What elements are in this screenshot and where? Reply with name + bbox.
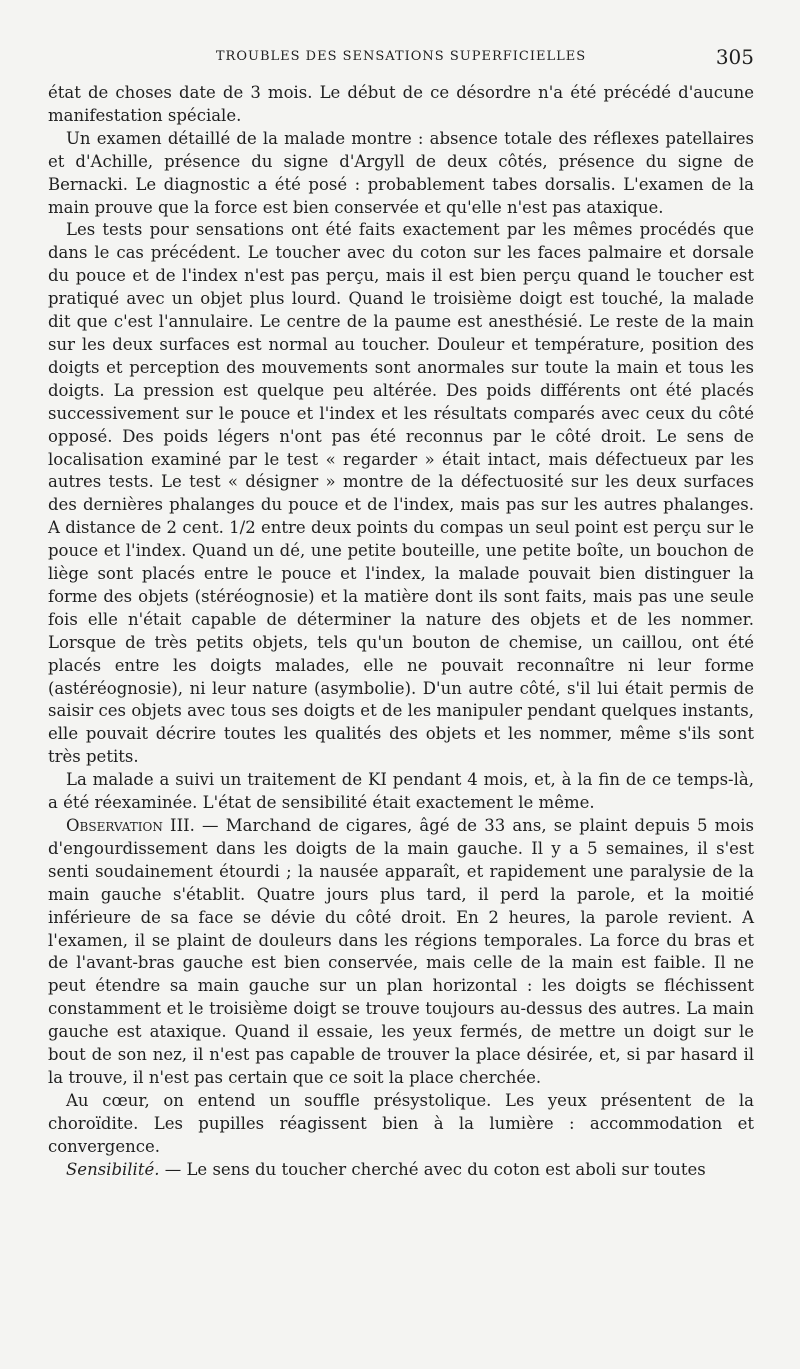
paragraph-traitement: La malade a suivi un traitement de KI pendant 4 mois, et, à la fin de ce temps-là, a été réexaminée. L'état de sensibilité était exactement le même.: [48, 770, 754, 813]
observation-text: — Marchand de cigares, âgé de 33 ans, se plaint depuis 5 mois d'engourdissement dans les doigts de la main gauche. Il y a 5 semaines, il s'est senti soudainement étourdi ; la nausée apparaît, et rapidement une paralysie de la main gauche s'établit. Quatre jours plus tard, il perd la parole, et la moitié inférieure de sa face se dévie du côté droit. En 2 heures, la parole revient. A l'examen, il se plaint de douleurs dans les régions temporales. La force du bras et de l'avant-bras gauche est bien conservée, mais celle de la main est faible. Il ne peut étendre sa main gauche sur un plan horizontal : les doigts se fléchissent constamment et le troisième doigt se trouve toujours au-dessus des autres. La main gauche est ataxique. Quand il essaie, les yeux fermés, de mettre un doigt sur le bout de son nez, il n'est pas capable de trouver la place désirée, et, si par hasard il la trouve, il n'est pas certain que ce soit la place cherchée.: [48, 816, 754, 1087]
page-number: 305: [715, 45, 754, 69]
page-header: [48, 40, 754, 74]
paragraph-examen: Un examen détaillé de la malade montre : absence totale des réflexes patellaires et d'Achille, présence du signe d'Argyll de deux côtés, présence du signe de Bernacki. Le diagnostic a été posé : probablement tabes dorsalis. L'examen de la main prouve que la force est bien conservée et qu'elle n'est pas ataxique.: [48, 128, 754, 217]
running-head: TROUBLES DES SENSATIONS SUPERFICIELLES: [215, 49, 587, 64]
paragraph-sensibilite: [48, 1159, 754, 1182]
paragraph-continuation: état de choses date de 3 mois. Le début de ce désordre n'a été précédé d'aucune manifestation spéciale.: [48, 83, 754, 125]
paragraph-observation: [48, 815, 754, 1090]
sensibilite-text: — Le sens du toucher cherché avec du coton est aboli sur toutes: [159, 1159, 706, 1179]
body-text: [48, 82, 754, 1182]
observation-label: Observation III.: [66, 816, 195, 835]
paragraph-coeur: Au cœur, on entend un souffle présystolique. Les yeux présentent de la choroïdite. Les pupilles réagissent bien à la lumière : accommodation et convergence.: [48, 1090, 754, 1156]
sensibilite-label: Sensibilité.: [66, 1159, 160, 1179]
paragraph-tests: Les tests pour sensations ont été faits exactement par les mêmes procédés que dans le cas précédent. Le toucher avec du coton sur les faces palmaire et dorsale du pouce et de l'index n'est pas perçu, mais il est bien perçu quand le toucher est pratiqué avec un objet plus lourd. Quand le troisième doigt est touché, la malade dit que c'est l'annulaire. Le centre de la paume est anesthésié. Le reste de la main sur les deux surfaces est normal au toucher. Douleur et température, position des doigts et perception des mouvements sont anormales sur toute la main et tous les doigts. La pression est quelque peu altérée. Des poids différents ont été placés successivement sur le pouce et l'index et les résultats comparés avec ceux du côté opposé. Des poids légers n'ont pas été reconnus par le côté droit. Le sens de localisation examiné par le test « regarder » était intact, mais défectueux par les autres tests. Le test « désigner » montre de la défectuosité sur les deux surfaces des dernières phalanges du pouce et de l'index, mais pas sur les autres phalanges. A distance de 2 cent. 1/2 entre deux points du compas un seul point est perçu sur le pouce et l'index. Quand un dé, une petite bouteille, une petite boîte, un bouchon de liège sont placés entre le pouce et l'index, la malade pouvait bien distinguer la forme des objets (stéréognosie) et la matière dont ils sont faits, mais pas une seule fois elle n'était capable de déterminer la nature des objets et de les nommer. Lorsque de très petits objets, tels qu'un bouton de chemise, un caillou, ont été placés entre les doigts malades, elle ne pouvait reconnaître ni leur forme (astéréognosie), ni leur nature (asymbolie). D'un autre côté, s'il lui était permis de saisir ces objets avec tous ses doigts et de les manipuler pendant quelques instants, elle pouvait décrire toutes les qualités des objets et les nommer, même s'ils sont très petits.: [48, 220, 754, 767]
